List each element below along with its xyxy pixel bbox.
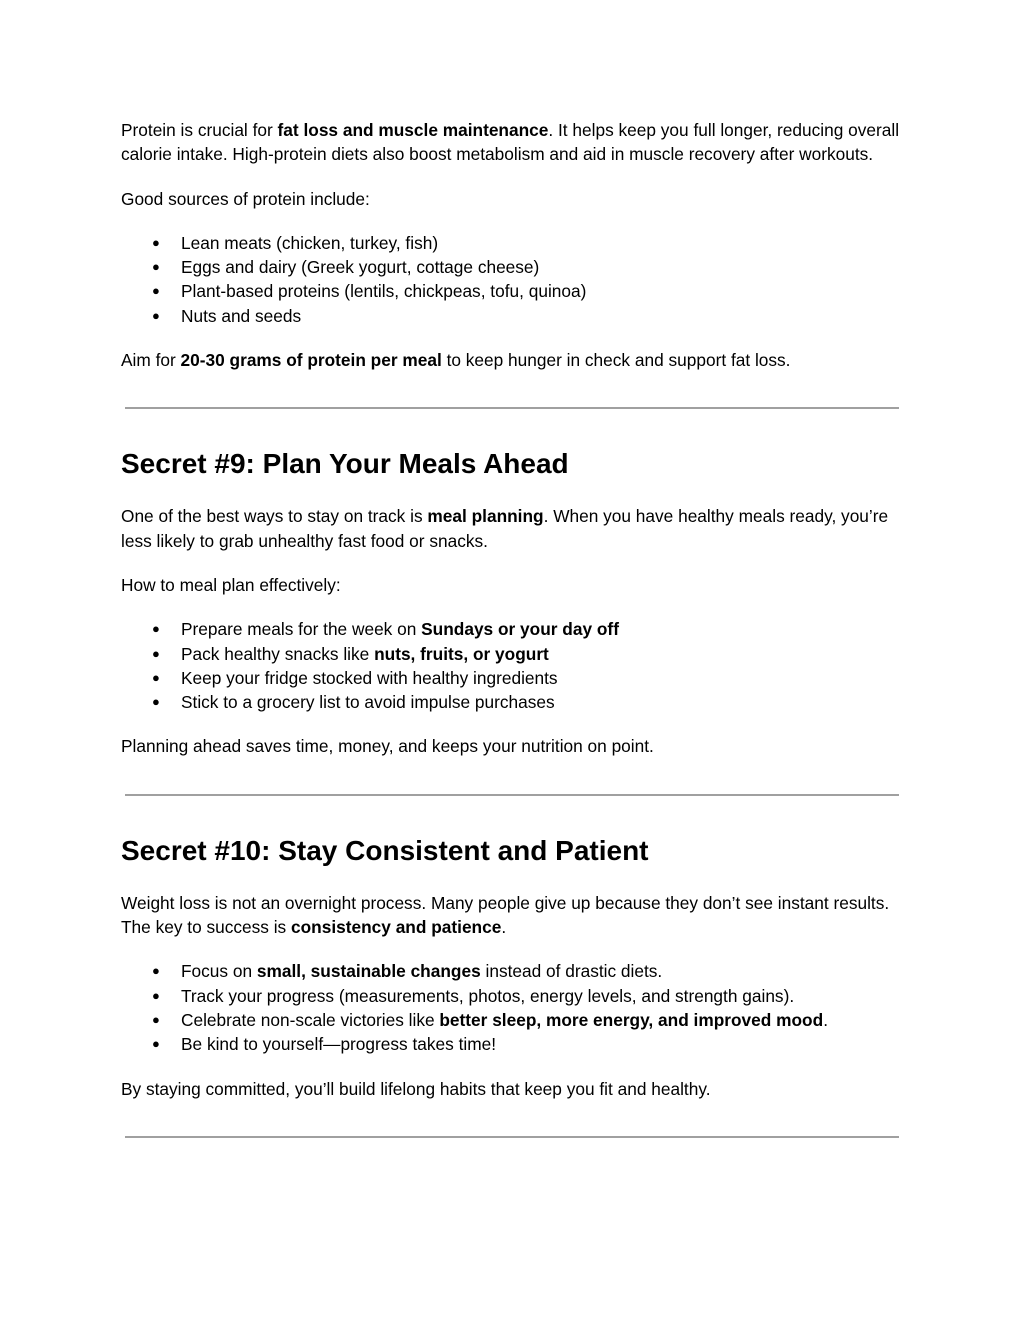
section-divider [125, 1136, 899, 1138]
secret-9-list [121, 617, 901, 714]
list-item-text: Nuts and seeds [181, 305, 302, 326]
list-item-text: instead of drastic diets. [480, 961, 663, 982]
secret-9-howto-lead: How to meal plan effectively: [121, 574, 341, 595]
secret-10-intro-paragraph [121, 891, 901, 940]
secret-10-list [121, 959, 901, 1056]
section-divider [125, 407, 899, 409]
list-item [121, 1008, 901, 1032]
bold-text-run: fat loss and muscle maintenance [277, 120, 549, 140]
protein-intro-paragraph [121, 118, 901, 167]
bullet-icon: ● [152, 963, 160, 979]
list-item-text: Prepare meals for the week on [181, 619, 422, 640]
text-run: One of the best ways to stay on track is [121, 506, 428, 527]
list-item-bold-text: small, sustainable changes [256, 961, 481, 982]
list-item-text: Plant-based proteins (lentils, chickpeas, tofu, quinoa) [181, 281, 587, 302]
secret-9-intro-paragraph [121, 504, 901, 553]
bullet-icon: ● [152, 259, 160, 275]
bold-text-run: meal planning [427, 506, 544, 527]
list-item [121, 304, 901, 328]
list-item [121, 231, 901, 255]
list-item-text: Celebrate non-scale victories like [181, 1009, 440, 1030]
bullet-icon: ● [152, 694, 160, 710]
list-item-text: . [823, 1009, 828, 1030]
list-item-text: Stick to a grocery list to avoid impulse purchases [181, 692, 555, 713]
list-item-text: Eggs and dairy (Greek yogurt, cottage cheese) [181, 257, 540, 278]
list-item-bold-text: nuts, fruits, or yogurt [374, 643, 549, 664]
protein-sources-lead: Good sources of protein include: [121, 188, 370, 209]
bold-text-run: 20-30 grams of protein per meal [180, 350, 442, 371]
text-run: Weight loss is not an overnight process. Many people give up because they don’t see instant results. The key to success is [121, 892, 890, 938]
bullet-icon: ● [152, 307, 160, 323]
text-run: Aim for [121, 350, 181, 371]
bullet-icon: ● [152, 1036, 160, 1052]
list-item [121, 642, 901, 666]
list-item-text: Lean meats (chicken, turkey, fish) [181, 232, 439, 253]
list-item-bold-text: better sleep, more energy, and improved mood [439, 1009, 824, 1030]
list-item [121, 666, 901, 690]
list-item [121, 1032, 901, 1056]
list-item-text: Be kind to yourself—progress takes time! [181, 1034, 497, 1055]
section-divider [125, 794, 899, 796]
list-item [121, 617, 901, 641]
list-item [121, 279, 901, 303]
secret-9-heading: Secret #9: Plan Your Meals Ahead [121, 448, 569, 480]
list-item [121, 255, 901, 279]
text-run: . It helps keep you full longer, reducing overall calorie intake. High-protein diets also boost metabolism and aid in muscle recovery after workouts. [121, 120, 900, 165]
bullet-icon: ● [152, 621, 160, 637]
list-item-text: Keep your fridge stocked with healthy ingredients [181, 667, 558, 688]
text-run: to keep hunger in check and support fat loss. [441, 350, 791, 371]
bullet-icon: ● [152, 669, 160, 685]
list-item [121, 984, 901, 1008]
secret-9-closing-paragraph: Planning ahead saves time, money, and keeps your nutrition on point. [121, 736, 654, 757]
text-run: . When you have healthy meals ready, you’re less likely to grab unhealthy fast food or snacks. [121, 506, 889, 551]
secret-10-heading: Secret #10: Stay Consistent and Patient [121, 834, 649, 866]
protein-sources-list [121, 231, 901, 328]
bullet-icon: ● [152, 283, 160, 299]
list-item [121, 959, 901, 983]
text-run: Protein is crucial for [121, 120, 278, 140]
protein-aim-paragraph [121, 348, 901, 372]
list-item [121, 690, 901, 714]
list-item-text: Focus on [181, 961, 257, 982]
bullet-icon: ● [152, 234, 160, 250]
secret-10-closing-paragraph: By staying committed, you’ll build lifelong habits that keep you fit and healthy. [121, 1078, 711, 1099]
list-item-bold-text: Sundays or your day off [421, 619, 619, 640]
list-item-text: Pack healthy snacks like [181, 643, 375, 664]
bullet-icon: ● [152, 987, 160, 1003]
list-item-text: Track your progress (measurements, photos, energy levels, and strength gains). [181, 985, 795, 1006]
document-page [121, 118, 901, 1138]
bold-text-run: consistency and patience [291, 917, 502, 938]
text-run: . [501, 917, 507, 938]
bullet-icon: ● [152, 645, 160, 661]
bullet-icon: ● [152, 1011, 160, 1027]
